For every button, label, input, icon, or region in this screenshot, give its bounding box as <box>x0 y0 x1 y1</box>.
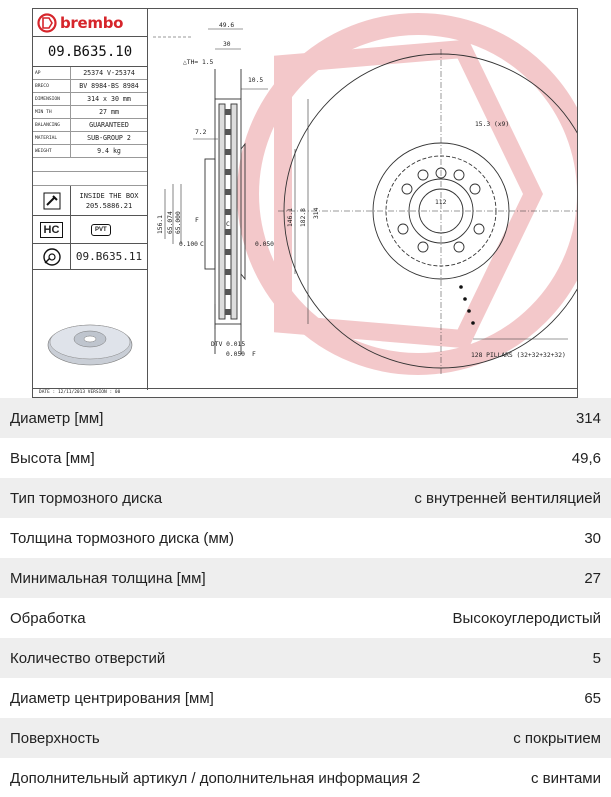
dim-runout-a: 0.100 <box>179 241 198 248</box>
spec-spacer <box>33 158 147 172</box>
dim-runout-b: 0.050 <box>255 241 274 248</box>
spec-row-material <box>33 132 147 145</box>
spec-label: Количество отверстий <box>10 649 166 667</box>
spec-value: SUB-GROUP 2 <box>87 134 131 142</box>
kit-code: 09.B635.11 <box>75 250 143 263</box>
spec-row-weight <box>33 145 147 158</box>
spec-label: Поверхность <box>10 729 100 747</box>
dim-65-000: 65.000 <box>175 211 182 234</box>
spec-label: Обработка <box>10 609 86 627</box>
dim-parallelism: 0.050 <box>226 351 245 358</box>
spec-surface <box>0 718 611 758</box>
spec-label: Высота [мм] <box>10 449 95 467</box>
spec-label: Диаметр [мм] <box>10 409 104 427</box>
spec-key: MATERIAL <box>33 132 71 144</box>
spec-value: с покрытием <box>513 729 601 747</box>
dim-th: △TH= 1.5 <box>183 59 214 66</box>
spec-key: AP <box>33 67 71 79</box>
hc-row <box>33 216 147 244</box>
spec-value: 5 <box>592 649 601 667</box>
inside-box-code: 205.5886.21 <box>85 201 133 210</box>
dim-pillars: 128 PILLARS (32+32+32+32) <box>471 352 566 359</box>
dim-156-1: 156.1 <box>157 215 164 234</box>
spec-height <box>0 438 611 478</box>
dim-thickness: 30 <box>223 41 231 48</box>
spec-value: 65 <box>584 689 601 707</box>
dim-7-2: 7.2 <box>195 129 207 136</box>
inside-box-label: INSIDE THE BOX <box>79 191 139 200</box>
dim-146-1: 146.1 <box>287 208 294 227</box>
spec-value: GUARANTEED <box>89 121 129 129</box>
spec-spacer <box>33 172 147 186</box>
spec-row-breco <box>33 80 147 93</box>
spec-label: Тип тормозного диска <box>10 489 163 507</box>
drawing-footer: DATE : 12/11/2013 VERSION : 00 <box>33 388 577 397</box>
spec-value: 30 <box>584 529 601 547</box>
dim-runout-a-ref: C <box>200 241 204 248</box>
spec-value: с винтами <box>530 769 601 787</box>
spec-row-min-th <box>33 106 147 119</box>
brand-logo <box>33 9 147 37</box>
spec-label: Диаметр центрирования [мм] <box>10 689 214 707</box>
spec-additional-info <box>0 758 611 797</box>
spec-key: DIMENSION <box>33 93 71 105</box>
spec-holes <box>0 638 611 678</box>
technical-drawing <box>32 8 578 398</box>
product-code: 09.B635.10 <box>33 37 147 67</box>
spec-label: Толщина тормозного диска (мм) <box>10 529 234 547</box>
spec-value: Высокоуглеродистый <box>452 609 601 627</box>
spec-value: 9.4 kg <box>97 147 121 155</box>
kit-row <box>33 244 147 270</box>
spec-value: 27 <box>584 569 601 587</box>
spec-key: WEIGHT <box>33 145 71 157</box>
spec-value: с внутренней вентиляцией <box>414 489 601 507</box>
specs-table <box>0 398 611 797</box>
spec-label: Минимальная толщина [мм] <box>10 569 206 587</box>
spec-min-thickness <box>0 558 611 598</box>
brembo-mark-icon <box>37 13 57 33</box>
dim-parallelism-ref: F <box>252 351 256 358</box>
watermark-logo <box>248 24 578 364</box>
dim-c-label: C <box>226 221 230 228</box>
spec-disc-type <box>0 478 611 518</box>
dim-dtv: DTV 0.015 <box>211 341 246 348</box>
dim-hole: 15.3 (x9) <box>475 121 510 128</box>
spec-value: 314 <box>575 409 601 427</box>
dim-f-label: F <box>195 217 199 224</box>
spec-key: MIN TH <box>33 106 71 118</box>
spec-row-ap <box>33 67 147 80</box>
spec-label: Дополнительный артикул / дополнительная информация 2 <box>10 769 421 787</box>
brand-name: brembo <box>60 13 124 32</box>
spec-value: 27 mm <box>99 108 119 116</box>
spec-key: BALANCING <box>33 119 71 131</box>
hc-badge: HC <box>40 222 64 238</box>
spec-processing <box>0 598 611 638</box>
title-block <box>33 9 148 390</box>
spec-centering-diameter <box>0 678 611 718</box>
inside-box-row <box>33 186 147 216</box>
spec-value: 314 x 30 mm <box>87 95 131 103</box>
dim-182-8: 182.8 <box>300 208 307 227</box>
spec-row-balancing <box>33 119 147 132</box>
spec-value: BV 8984-BS 8984 <box>79 82 139 90</box>
dim-10-5: 10.5 <box>248 77 264 84</box>
pvt-badge: PVT <box>91 224 111 236</box>
spec-diameter <box>0 398 611 438</box>
vane-marks <box>225 109 231 315</box>
dim-height-total: 49.6 <box>219 22 235 29</box>
spec-value: 25374 V-25374 <box>83 69 135 77</box>
disc-kit-icon <box>33 244 71 269</box>
spec-row-dimension <box>33 93 147 106</box>
spec-value: 49,6 <box>571 449 601 467</box>
spec-thickness <box>0 518 611 558</box>
dim-314: 314 <box>313 207 320 219</box>
spec-key: BRECO <box>33 80 71 92</box>
dim-pcd: 112 <box>435 199 447 206</box>
dim-65-074: 65.074 <box>167 211 174 234</box>
screw-icon <box>33 186 71 215</box>
